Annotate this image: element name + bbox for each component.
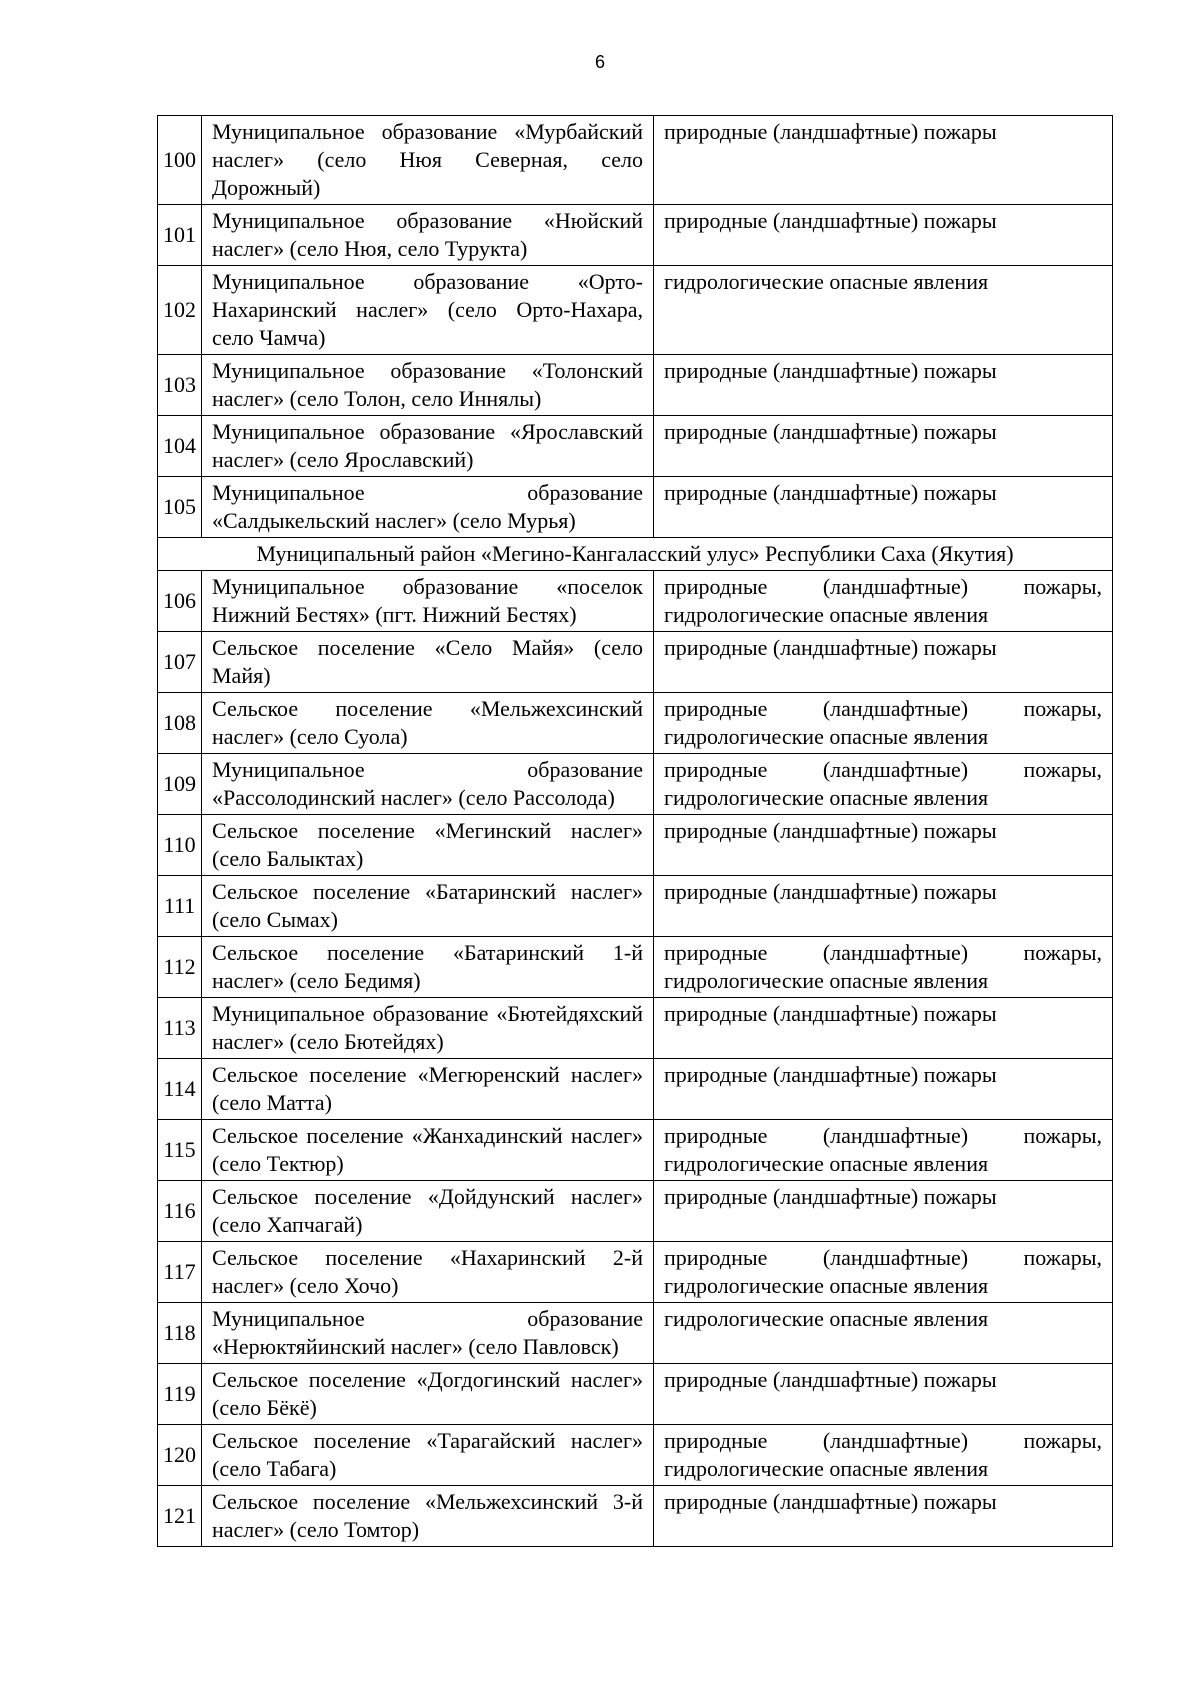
municipality-name: Сельское поселение «Мегюренский наслег» (село Матта) [202, 1059, 654, 1120]
hazard-type: природные (ландшафтные) пожары [654, 632, 1113, 693]
table-row [158, 815, 1113, 876]
hazard-type: природные (ландшафтные) пожары [654, 815, 1113, 876]
municipality-name: Сельское поселение «Нахаринский 2-й наслег» (село Хочо) [202, 1242, 654, 1303]
row-number: 101 [158, 205, 202, 266]
municipality-name: Муниципальное образование «Мурбайский наслег» (село Нюя Северная, село Дорожный) [202, 116, 654, 205]
hazard-type: гидрологические опасные явления [654, 1303, 1113, 1364]
municipality-name: Муниципальное образование «Нюйский наслег» (село Нюя, село Турукта) [202, 205, 654, 266]
municipality-name: Муниципальное образование «Бютейдяхский наслег» (село Бютейдях) [202, 998, 654, 1059]
table-body [158, 116, 1113, 1547]
municipality-name: Муниципальное образование «поселок Нижний Бестях» (пгт. Нижний Бестях) [202, 571, 654, 632]
hazard-type: природные (ландшафтные) пожары, гидрологические опасные явления [654, 1425, 1113, 1486]
municipality-name: Сельское поселение «Догдогинский наслег» (село Бёкё) [202, 1364, 654, 1425]
table-row [158, 693, 1113, 754]
table-row [158, 116, 1113, 205]
table-row [158, 1059, 1113, 1120]
row-number: 103 [158, 355, 202, 416]
table-row [158, 754, 1113, 815]
municipality-name: Муниципальное образование «Ярославский наслег» (село Ярославский) [202, 416, 654, 477]
table-row [158, 416, 1113, 477]
hazard-type: природные (ландшафтные) пожары, гидрологические опасные явления [654, 754, 1113, 815]
municipality-name: Сельское поселение «Село Майя» (село Майя) [202, 632, 654, 693]
municipality-name: Муниципальное образование «Толонский наслег» (село Толон, село Иннялы) [202, 355, 654, 416]
table-row [158, 477, 1113, 538]
row-number: 118 [158, 1303, 202, 1364]
table-row [158, 998, 1113, 1059]
municipality-name: Сельское поселение «Мельжехсинский 3-й наслег» (село Томтор) [202, 1486, 654, 1547]
municipality-name: Сельское поселение «Батаринский 1-й наслег» (село Бедимя) [202, 937, 654, 998]
row-number: 112 [158, 937, 202, 998]
row-number: 119 [158, 1364, 202, 1425]
municipality-hazard-table [157, 115, 1113, 1547]
row-number: 117 [158, 1242, 202, 1303]
municipality-name: Муниципальное образование «Орто-Нахаринский наслег» (село Орто-Нахара, село Чамча) [202, 266, 654, 355]
table-row [158, 1486, 1113, 1547]
row-number: 105 [158, 477, 202, 538]
hazard-type: природные (ландшафтные) пожары [654, 205, 1113, 266]
municipality-name: Муниципальное образование «Рассолодинский наслег» (село Рассолода) [202, 754, 654, 815]
row-number: 102 [158, 266, 202, 355]
municipality-name: Сельское поселение «Мегинский наслег» (село Балыктах) [202, 815, 654, 876]
row-number: 120 [158, 1425, 202, 1486]
hazard-type: природные (ландшафтные) пожары [654, 1059, 1113, 1120]
hazard-type: природные (ландшафтные) пожары, гидрологические опасные явления [654, 1242, 1113, 1303]
table-row [158, 1364, 1113, 1425]
hazard-type: природные (ландшафтные) пожары [654, 876, 1113, 937]
table-row [158, 266, 1113, 355]
table-row [158, 1303, 1113, 1364]
row-number: 104 [158, 416, 202, 477]
hazard-type: природные (ландшафтные) пожары [654, 1364, 1113, 1425]
row-number: 108 [158, 693, 202, 754]
page-number: 6 [594, 52, 605, 72]
row-number: 114 [158, 1059, 202, 1120]
hazard-type: природные (ландшафтные) пожары, гидрологические опасные явления [654, 693, 1113, 754]
row-number: 110 [158, 815, 202, 876]
row-number: 109 [158, 754, 202, 815]
hazard-type: природные (ландшафтные) пожары, гидрологические опасные явления [654, 937, 1113, 998]
row-number: 106 [158, 571, 202, 632]
table-row [158, 632, 1113, 693]
municipality-name: Муниципальное образование «Салдыкельский наслег» (село Мурья) [202, 477, 654, 538]
table-row [158, 571, 1113, 632]
hazard-type: природные (ландшафтные) пожары [654, 416, 1113, 477]
row-number: 115 [158, 1120, 202, 1181]
hazard-type: природные (ландшафтные) пожары [654, 998, 1113, 1059]
municipality-name: Сельское поселение «Батаринский наслег» (село Сымах) [202, 876, 654, 937]
table-row [158, 876, 1113, 937]
municipality-name: Сельское поселение «Тарагайский наслег» (село Табага) [202, 1425, 654, 1486]
row-number: 121 [158, 1486, 202, 1547]
hazard-type: природные (ландшафтные) пожары, гидрологические опасные явления [654, 1120, 1113, 1181]
row-number: 107 [158, 632, 202, 693]
hazard-type: природные (ландшафтные) пожары [654, 355, 1113, 416]
municipality-name: Муниципальное образование «Нерюктяйинский наслег» (село Павловск) [202, 1303, 654, 1364]
table-row [158, 1242, 1113, 1303]
row-number: 113 [158, 998, 202, 1059]
table-row [158, 1120, 1113, 1181]
row-number: 100 [158, 116, 202, 205]
hazard-type: природные (ландшафтные) пожары [654, 477, 1113, 538]
table-row [158, 355, 1113, 416]
hazard-type: гидрологические опасные явления [654, 266, 1113, 355]
row-number: 111 [158, 876, 202, 937]
table-row [158, 1181, 1113, 1242]
table-row [158, 937, 1113, 998]
hazard-type: природные (ландшафтные) пожары [654, 1486, 1113, 1547]
municipality-name: Сельское поселение «Мельжехсинский наслег» (село Суола) [202, 693, 654, 754]
section-title: Муниципальный район «Мегино-Кангаласский улус» Республики Саха (Якутия) [158, 538, 1113, 571]
hazard-type: природные (ландшафтные) пожары [654, 1181, 1113, 1242]
municipality-name: Сельское поселение «Дойдунский наслег» (село Хапчагай) [202, 1181, 654, 1242]
hazard-type: природные (ландшафтные) пожары [654, 116, 1113, 205]
municipality-name: Сельское поселение «Жанхадинский наслег» (село Тектюр) [202, 1120, 654, 1181]
table-row [158, 205, 1113, 266]
hazard-type: природные (ландшафтные) пожары, гидрологические опасные явления [654, 571, 1113, 632]
section-header-row [158, 538, 1113, 571]
row-number: 116 [158, 1181, 202, 1242]
table-row [158, 1425, 1113, 1486]
